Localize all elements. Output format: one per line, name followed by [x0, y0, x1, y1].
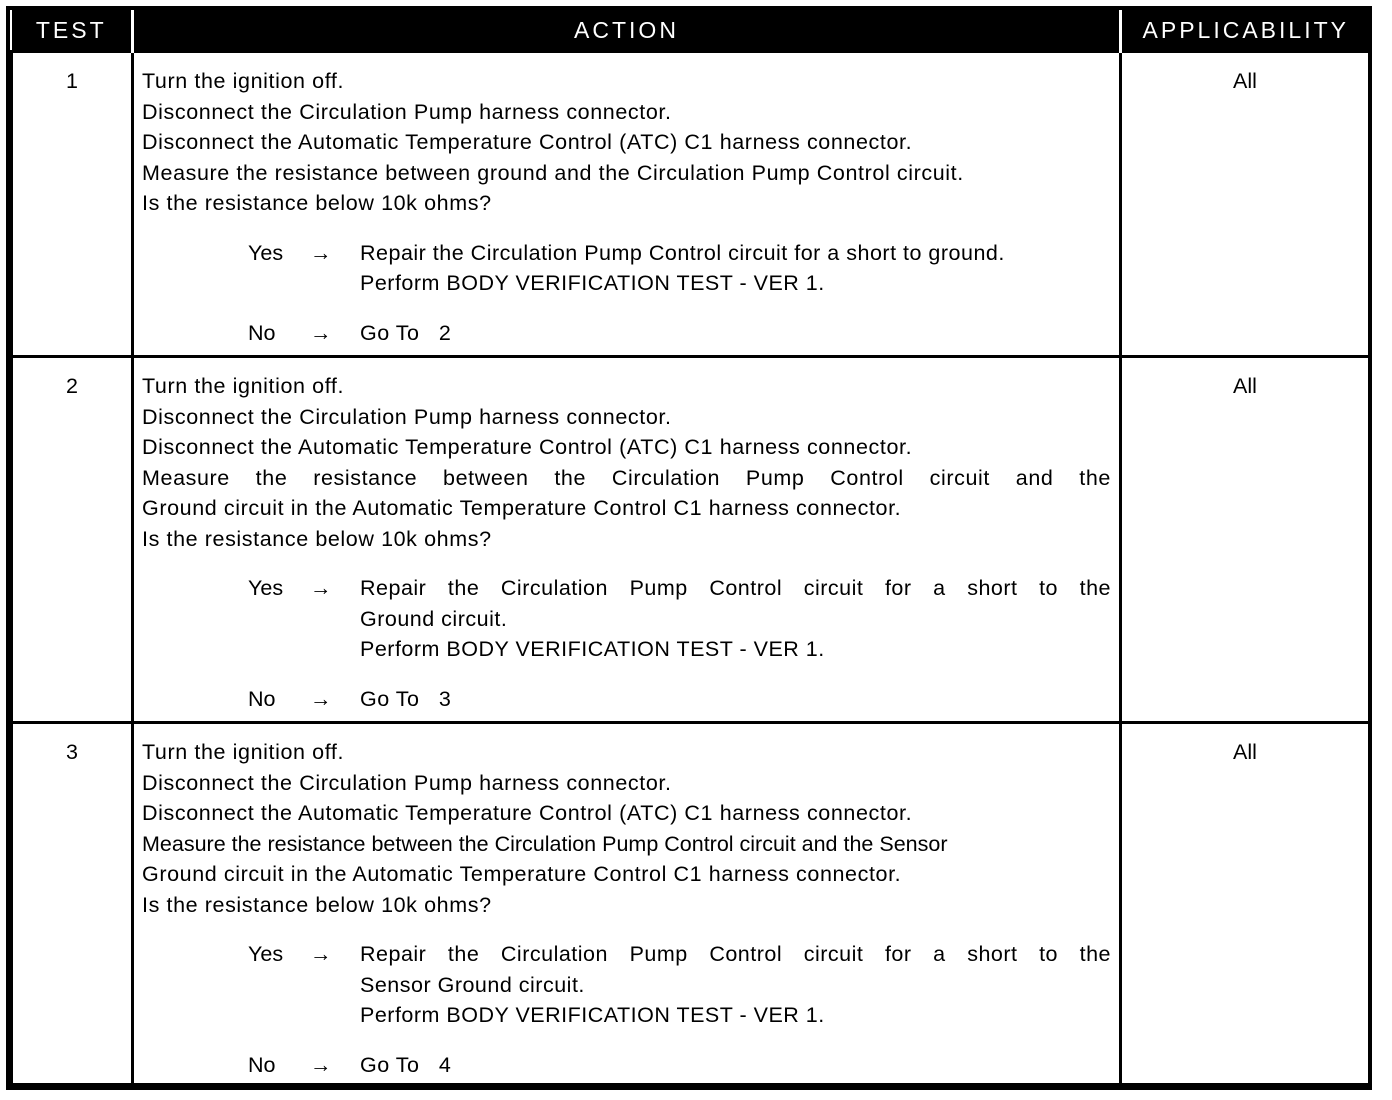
no-label: No — [248, 320, 276, 345]
action-step: Is the resistance below 10k ohms? — [142, 191, 492, 215]
action-cell — [133, 52, 1121, 357]
right-arrow-icon: → — [310, 240, 332, 265]
no-result-text: Go To 3 — [360, 686, 452, 711]
action-step: Turn the ignition off. — [142, 740, 345, 764]
table-row — [12, 723, 1370, 1085]
yes-result-text — [360, 939, 1111, 1031]
yes-result-line: Perform BODY VERIFICATION TEST - VER 1. — [360, 1003, 825, 1027]
action-step: Disconnect the Automatic Temperature Control (ATC) C1 harness connector. — [142, 130, 913, 154]
yes-result-line: Ground circuit. — [360, 606, 508, 631]
yes-result-text — [360, 573, 1111, 665]
header-action: ACTION — [133, 10, 1121, 52]
no-result — [248, 684, 1111, 715]
action-step: Disconnect the Circulation Pump harness connector. — [142, 99, 672, 124]
header-row — [12, 10, 1370, 52]
right-arrow-icon: → — [310, 942, 332, 966]
no-label: No — [248, 1052, 276, 1077]
action-step: Measure the resistance between ground and the Circulation Pump Control circuit. — [142, 160, 964, 185]
action-step: Ground circuit in the Automatic Temperature Control C1 harness connector. — [142, 496, 902, 520]
right-arrow-icon: → — [310, 686, 332, 711]
no-result — [248, 318, 1111, 349]
yes-result-line: Perform BODY VERIFICATION TEST - VER 1. — [360, 271, 825, 295]
action-cell — [133, 723, 1121, 1085]
yes-result-line: Repair the Circulation Pump Control circuit for a short to the — [360, 576, 1111, 600]
action-step: Turn the ignition off. — [142, 374, 345, 398]
test-number: 2 — [12, 357, 133, 723]
right-arrow-icon: → — [310, 576, 332, 600]
table-row — [12, 357, 1370, 723]
applicability-value: All — [1121, 723, 1370, 1085]
table-row — [12, 52, 1370, 357]
yes-result-line: Sensor Ground circuit. — [360, 972, 585, 997]
yes-result-text — [360, 238, 1111, 299]
yes-result-line: Repair the Circulation Pump Control circuit for a short to ground. — [360, 240, 1005, 265]
diagnostic-test-table-frame — [6, 6, 1372, 1090]
action-step: Ground circuit in the Automatic Temperature Control C1 harness connector. — [142, 862, 902, 886]
action-cell — [133, 357, 1121, 723]
action-step: Is the resistance below 10k ohms? — [142, 526, 492, 551]
action-step: Disconnect the Circulation Pump harness connector. — [142, 404, 672, 429]
test-number: 3 — [12, 723, 133, 1085]
right-arrow-icon: → — [310, 1052, 332, 1077]
no-result-text: Go To 2 — [360, 320, 452, 345]
header-applicability: APPLICABILITY — [1121, 10, 1370, 52]
applicability-value: All — [1121, 52, 1370, 357]
header-test: TEST — [12, 10, 133, 52]
applicability-value: All — [1121, 357, 1370, 723]
diagnostic-test-table — [10, 10, 1371, 1086]
action-step: Disconnect the Automatic Temperature Control (ATC) C1 harness connector. — [142, 801, 913, 825]
yes-result-line: Repair the Circulation Pump Control circuit for a short to the — [360, 942, 1111, 966]
yes-label: Yes — [248, 942, 284, 966]
action-step: Turn the ignition off. — [142, 69, 345, 93]
test-number: 1 — [12, 52, 133, 357]
action-step: Measure the resistance between the Circulation Pump Control circuit and the Sensor — [142, 831, 948, 856]
yes-result — [248, 573, 1111, 665]
action-step: Measure the resistance between the Circulation Pump Control circuit and the — [142, 465, 1111, 490]
yes-result — [248, 939, 1111, 1031]
yes-label: Yes — [248, 576, 284, 600]
action-step: Is the resistance below 10k ohms? — [142, 892, 492, 917]
action-step: Disconnect the Automatic Temperature Control (ATC) C1 harness connector. — [142, 435, 913, 459]
no-result-text: Go To 4 — [360, 1052, 452, 1077]
action-step: Disconnect the Circulation Pump harness connector. — [142, 770, 672, 795]
yes-result-line: Perform BODY VERIFICATION TEST - VER 1. — [360, 637, 825, 661]
yes-label: Yes — [248, 240, 284, 265]
right-arrow-icon: → — [310, 320, 332, 345]
no-label: No — [248, 686, 276, 711]
no-result — [248, 1050, 1111, 1081]
yes-result — [248, 238, 1111, 299]
